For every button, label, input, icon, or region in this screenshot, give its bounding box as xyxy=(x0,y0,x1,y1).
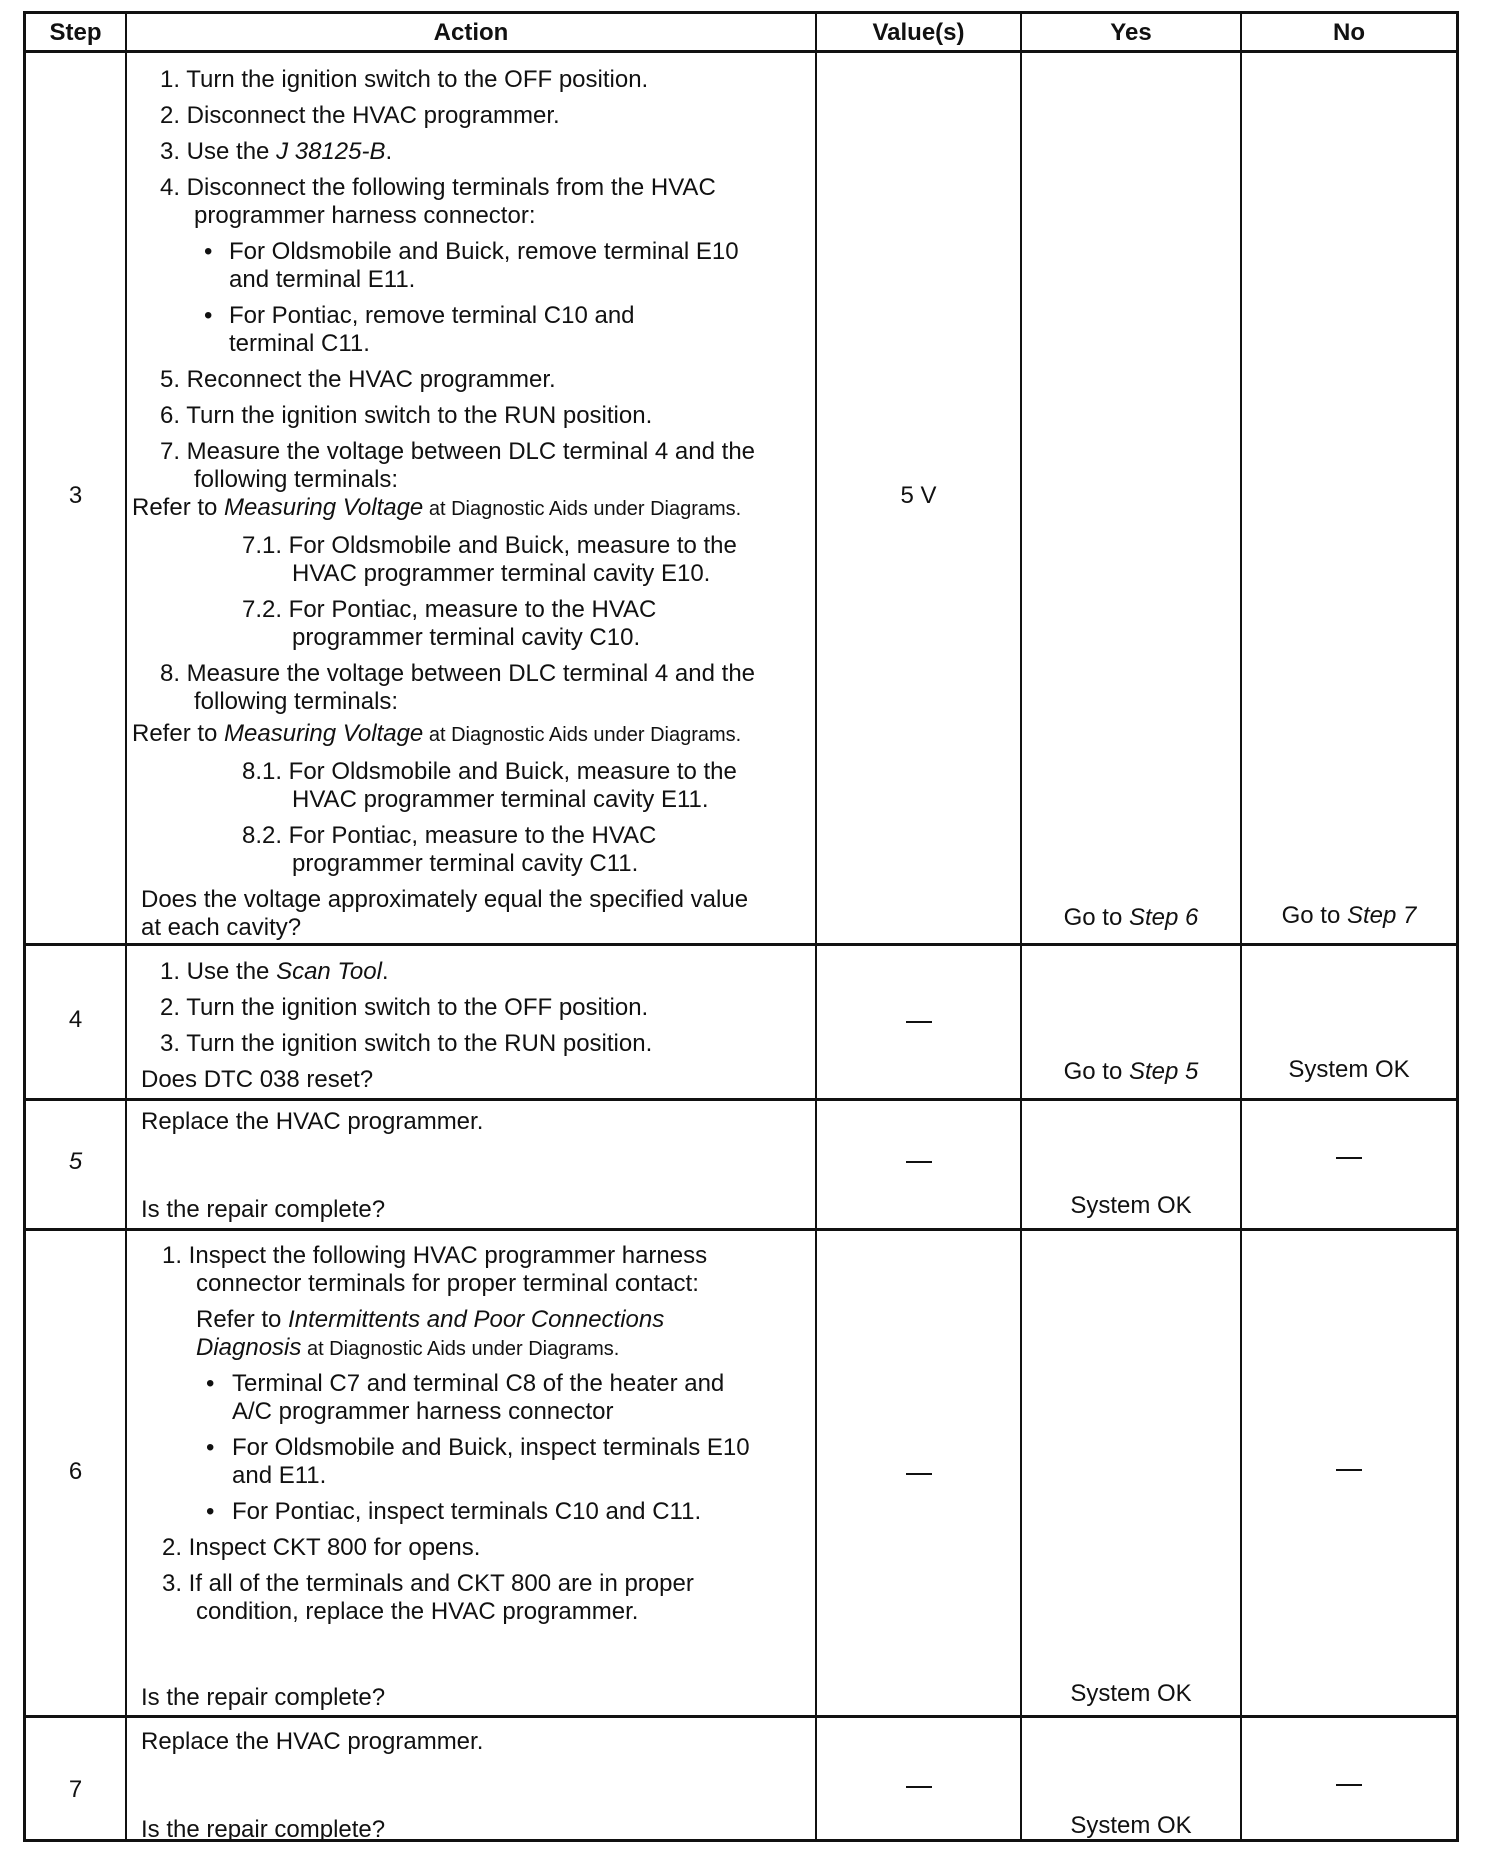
action-text: and E11. xyxy=(232,1462,327,1489)
action-text: Turn the ignition switch to the OFF position. xyxy=(186,66,649,93)
no-dash xyxy=(1336,1784,1362,1786)
action-text: connector terminals for proper terminal contact: xyxy=(196,1270,699,1297)
reference-text: at Diagnostic Aids under Diagrams. xyxy=(423,498,742,520)
measuring-voltage-link[interactable]: Measuring Voltage xyxy=(224,720,424,747)
list-number: 3. xyxy=(159,1030,180,1057)
action-text: If all of the terminals and CKT 800 are in proper xyxy=(188,1570,694,1597)
action-text: For Oldsmobile and Buick, measure to the xyxy=(288,758,737,785)
action-text: Inspect CKT 800 for opens. xyxy=(188,1534,481,1561)
question-text: Does the voltage approximately equal the specified value xyxy=(141,886,749,913)
bullet-icon: • xyxy=(206,1498,215,1525)
bullet-icon: • xyxy=(206,1370,215,1397)
action-text: and terminal E11. xyxy=(229,266,416,293)
action-text: HVAC programmer terminal cavity E10. xyxy=(292,560,711,587)
value-dash xyxy=(906,1161,932,1163)
action-text: Replace the HVAC programmer. xyxy=(141,1108,484,1135)
bullet-icon: • xyxy=(204,238,213,265)
list-number: 4. xyxy=(159,174,180,201)
intermittents-link[interactable]: Diagnosis xyxy=(196,1334,302,1361)
row-divider xyxy=(26,1228,1456,1231)
header-yes: Yes xyxy=(1110,19,1152,46)
action-text: Turn the ignition switch to the OFF position. xyxy=(186,994,649,1021)
action-text: Inspect the following HVAC programmer harness xyxy=(188,1242,708,1269)
action-text: For Oldsmobile and Buick, inspect terminals E10 xyxy=(232,1434,750,1461)
yes-text: System OK xyxy=(1070,1812,1192,1839)
list-number: 2. xyxy=(161,1534,182,1561)
question-text: at each cavity? xyxy=(141,914,302,941)
action-text: Replace the HVAC programmer. xyxy=(141,1728,484,1755)
question-text: Is the repair complete? xyxy=(141,1684,386,1711)
action-text: For Pontiac, measure to the HVAC xyxy=(288,596,657,623)
list-number: 5. xyxy=(159,366,180,393)
reference-text: Refer to xyxy=(132,494,225,521)
row-divider xyxy=(26,943,1456,946)
action-text: For Pontiac, remove terminal C10 and xyxy=(229,302,635,329)
go-to-step-link[interactable]: Step 5 xyxy=(1128,1058,1199,1085)
list-number: 7.2. xyxy=(241,596,282,623)
intermittents-link[interactable]: Intermittents and Poor Connections xyxy=(288,1306,665,1333)
list-number: 1. xyxy=(159,66,180,93)
step-number: 7 xyxy=(68,1776,83,1803)
action-text: Terminal C7 and terminal C8 of the heater and xyxy=(232,1370,725,1397)
value-dash xyxy=(906,1021,932,1023)
header-no: No xyxy=(1333,19,1365,46)
action-text: For Oldsmobile and Buick, remove terminal E10 xyxy=(229,238,739,265)
list-number: 1. xyxy=(159,958,180,985)
question-text: Is the repair complete? xyxy=(141,1816,386,1843)
action-text: Disconnect the HVAC programmer. xyxy=(186,102,560,129)
bullet-icon: • xyxy=(204,302,213,329)
row-divider xyxy=(26,1715,1456,1718)
action-text: Use the xyxy=(186,138,277,165)
list-number: 1. xyxy=(161,1242,182,1269)
no-dash xyxy=(1336,1157,1362,1159)
no-text: Go to xyxy=(1281,902,1347,929)
header-action: Action xyxy=(433,19,509,46)
scan-tool-link[interactable]: Scan Tool xyxy=(276,958,382,985)
action-text: HVAC programmer terminal cavity E11. xyxy=(292,786,709,813)
value-text: 5 V xyxy=(900,482,937,509)
column-divider xyxy=(125,14,127,1839)
action-text: programmer terminal cavity C11. xyxy=(292,850,639,877)
yes-text: System OK xyxy=(1070,1192,1192,1219)
measuring-voltage-link[interactable]: Measuring Voltage xyxy=(224,494,424,521)
action-text: following terminals: xyxy=(194,688,399,715)
bullet-icon: • xyxy=(206,1434,215,1461)
action-text: following terminals: xyxy=(194,466,399,493)
step-number: 4 xyxy=(68,1006,83,1033)
tool-reference-link[interactable]: J 38125-B xyxy=(276,138,386,165)
list-number: 3. xyxy=(159,138,180,165)
list-number: 7. xyxy=(159,438,180,465)
action-text: Turn the ignition switch to the RUN position. xyxy=(186,402,653,429)
no-text: System OK xyxy=(1288,1056,1410,1083)
action-text: terminal C11. xyxy=(229,330,370,357)
go-to-step-link[interactable]: Step 6 xyxy=(1128,904,1199,931)
yes-text: System OK xyxy=(1070,1680,1192,1707)
diagnostic-table: Step Action Value(s) Yes No 3 1. Turn the ignition switch to the OFF position. 2. Disconnect the HVAC programmer. 3. Use the J 38125-B. 4. Disconnect the following terminals from the HVAC programmer harness connector: • For Oldsmobile and Buick, remove terminal E10 and terminal E11. • For Pontiac, remove terminal C10 and terminal C11. 5. Reconnect the HVAC programmer. 6. Turn the ignition switch to the RUN position. 7. Measure the voltage between DLC terminal 4 and the following terminals: Refer to Measuring Voltage at Diagnostic Aids under Diagrams. 7.1. For Oldsmobile and Buick, measure to the HVAC programmer terminal cavity E10. 7.2. For Pontiac, measure to the HVAC programmer terminal cavity C10. 8. Measure the voltage between DLC terminal 4 and the following terminals: Refer to Measuring Voltage at Diagnostic Aids under Diagrams. 8.1. For Oldsmobile and Buick, measure to the HVAC programmer terminal cavity E11. 8.2. For Pontiac, measure to the HVAC programmer terminal cavity C11. Does the voltage approximately equal the specified value at each cavity? 5 V Go to Step 6 Go to Step 7 4 1. Use the Scan Tool. 2. Turn the ignition switch to the OFF position. 3. Turn the ignition switch to the RUN position. Does DTC 038 reset? Go to Step 5 System OK 5 Replace the HVAC programmer. Is the repair complete? System OK 6 1. Inspect the following HVAC programmer harness connector terminals for proper terminal contact: Refer to Intermittents and Poor Connections Diagnosis at Diagnostic Aids under Diagrams. • Terminal C7 and terminal C8 of the heater and A/C programmer harness connector • For Oldsmobile and Buick, inspect terminals E10 and E11. • For Pontiac, inspect terminals C10 and C11. 2. Inspect CKT 800 for opens. 3. If all of the terminals and CKT 800 are in proper condition, replace the HVAC programmer. Is the repair complete? System OK 7 Replace the HVAC programmer. Is the repair complete? System OK xyxy=(23,11,1459,1842)
list-number: 7.1. xyxy=(241,532,282,559)
action-text: Disconnect the following terminals from the HVAC xyxy=(186,174,716,201)
reference-text: Refer to xyxy=(132,720,225,747)
question-text: Is the repair complete? xyxy=(141,1196,386,1223)
action-text: Turn the ignition switch to the RUN position. xyxy=(186,1030,653,1057)
header-values: Value(s) xyxy=(872,19,965,46)
action-text: For Pontiac, measure to the HVAC xyxy=(288,822,657,849)
list-number: 3. xyxy=(161,1570,182,1597)
row-divider xyxy=(26,1098,1456,1101)
step-number: 3 xyxy=(68,482,83,509)
action-text: For Oldsmobile and Buick, measure to the xyxy=(288,532,737,559)
yes-text: Go to xyxy=(1063,904,1129,931)
no-dash xyxy=(1336,1469,1362,1471)
action-text: A/C programmer harness connector xyxy=(232,1398,614,1425)
step-number: 6 xyxy=(68,1458,83,1485)
action-text: Measure the voltage between DLC terminal 4 and the xyxy=(186,660,756,687)
action-text: programmer harness connector: xyxy=(194,202,536,229)
question-text: Does DTC 038 reset? xyxy=(141,1066,374,1093)
yes-text: Go to xyxy=(1063,1058,1129,1085)
action-text: For Pontiac, inspect terminals C10 and C11. xyxy=(232,1498,702,1525)
column-divider xyxy=(815,14,817,1839)
reference-text: Refer to xyxy=(196,1306,289,1333)
action-text: condition, replace the HVAC programmer. xyxy=(196,1598,639,1625)
value-dash xyxy=(906,1473,932,1475)
list-number: 6. xyxy=(159,402,180,429)
action-text: Use the xyxy=(186,958,277,985)
reference-text: at Diagnostic Aids under Diagrams. xyxy=(301,1338,620,1360)
reference-text: at Diagnostic Aids under Diagrams. xyxy=(423,724,742,746)
list-number: 8.1. xyxy=(241,758,282,785)
list-number: 2. xyxy=(159,102,180,129)
action-text: Measure the voltage between DLC terminal 4 and the xyxy=(186,438,756,465)
step-number: 5 xyxy=(68,1148,83,1175)
go-to-step-link[interactable]: Step 7 xyxy=(1346,902,1417,929)
list-number: 8. xyxy=(159,660,180,687)
list-number: 2. xyxy=(159,994,180,1021)
action-text: programmer terminal cavity C10. xyxy=(292,624,641,651)
action-text: Reconnect the HVAC programmer. xyxy=(186,366,556,393)
value-dash xyxy=(906,1786,932,1788)
list-number: 8.2. xyxy=(241,822,282,849)
header-step: Step xyxy=(49,19,102,46)
